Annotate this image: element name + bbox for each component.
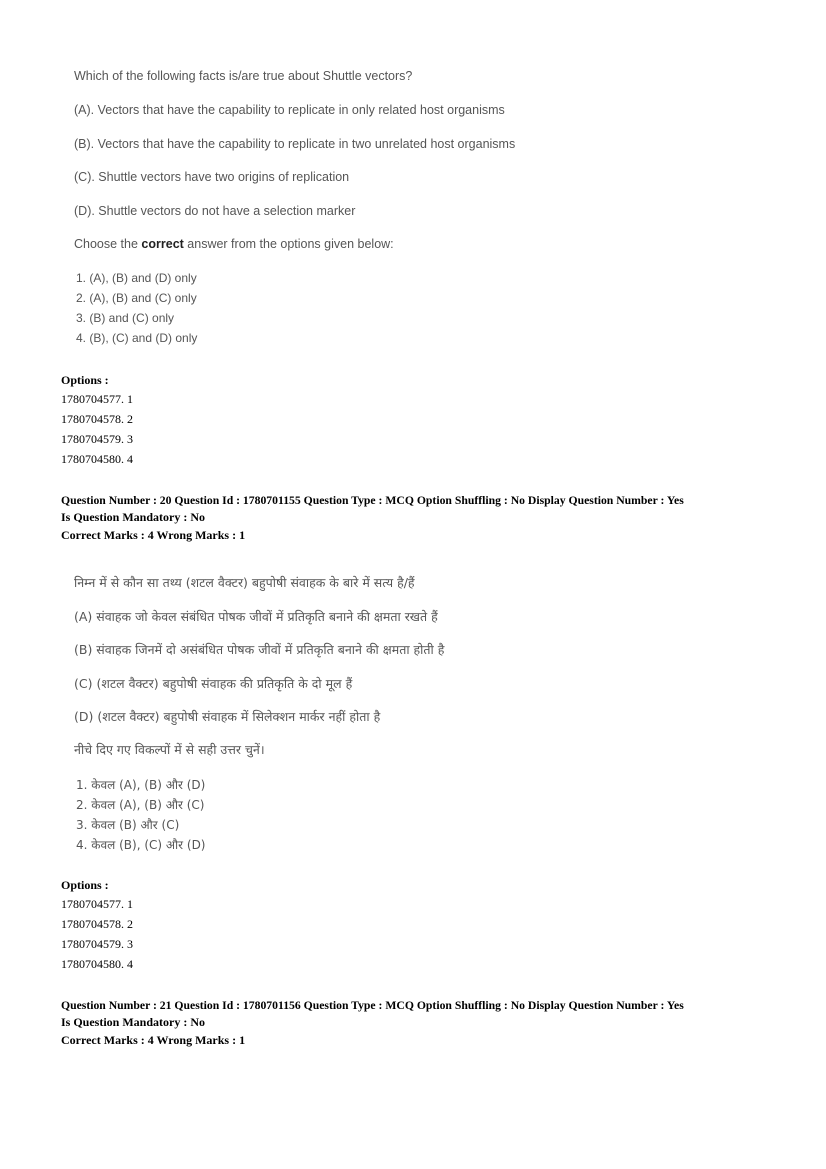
q19-statement-b: (B). Vectors that have the capability to replicate in two unrelated host organisms xyxy=(74,137,516,151)
q20-statement-a: (A) संवाहक जो केवल संबंधित पोषक जीवों में प्रतिकृति बनाने की क्षमता रखते हैं xyxy=(74,609,438,624)
q20-option-1: 1780704577. 1 xyxy=(61,897,133,911)
q19-option-3: 1780704579. 3 xyxy=(61,432,133,446)
q20-choice-1: 1. केवल (A), (B) और (D) xyxy=(76,778,206,792)
q20-choice-2: 2. केवल (A), (B) और (C) xyxy=(76,798,205,812)
q19-option-2: 1780704578. 2 xyxy=(61,412,133,426)
q19-statement-d: (D). Shuttle vectors do not have a selection marker xyxy=(74,204,356,218)
q19-choice-1: 1. (A), (B) and (D) only xyxy=(76,271,197,285)
q19-instruction: Choose the correct answer from the options given below: xyxy=(74,237,394,251)
q20-meta-line-1: Question Number : 20 Question Id : 1780701155 Question Type : MCQ Option Shuffling : No Display Question Number : Yes xyxy=(61,494,684,507)
q19-options-label: Options : xyxy=(61,373,109,387)
q20-stem: निम्न में से कौन सा तथ्य (शटल वैक्टर) बहुपोषी संवाहक के बारे में सत्य है/हैं xyxy=(74,575,415,590)
q20-option-3: 1780704579. 3 xyxy=(61,937,133,951)
q21-meta-line-3: Correct Marks : 4 Wrong Marks : 1 xyxy=(61,1033,246,1047)
q19-statement-c: (C). Shuttle vectors have two origins of replication xyxy=(74,170,350,184)
q20-instruction: नीचे दिए गए विकल्पों में से सही उत्तर चुनें। xyxy=(74,742,265,757)
q20-choice-3: 3. केवल (B) और (C) xyxy=(76,818,180,832)
q20-statement-b: (B) संवाहक जिनमें दो असंबंधित पोषक जीवों में प्रतिकृति बनाने की क्षमता होती है xyxy=(74,642,445,657)
q19-choice-2: 2. (A), (B) and (C) only xyxy=(76,291,197,305)
q19-statement-a: (A). Vectors that have the capability to replicate in only related host organisms xyxy=(74,103,505,117)
q20-option-2: 1780704578. 2 xyxy=(61,917,133,931)
q20-meta-line-3: Correct Marks : 4 Wrong Marks : 1 xyxy=(61,528,246,542)
q21-meta-line-2: Is Question Mandatory : No xyxy=(61,1015,206,1029)
q20-statement-c: (C) (शटल वैक्टर) बहुपोषी संवाहक की प्रतिकृति के दो मूल हैं xyxy=(74,676,353,691)
q20-option-4: 1780704580. 4 xyxy=(61,957,133,971)
q19-option-4: 1780704580. 4 xyxy=(61,452,133,466)
q19-option-1: 1780704577. 1 xyxy=(61,392,133,406)
q20-meta-line-2: Is Question Mandatory : No xyxy=(61,510,206,524)
q19-choice-4: 4. (B), (C) and (D) only xyxy=(76,331,198,345)
q20-choice-4: 4. केवल (B), (C) और (D) xyxy=(76,838,206,852)
q20-options-label: Options : xyxy=(61,878,109,892)
q19-stem: Which of the following facts is/are true about Shuttle vectors? xyxy=(74,69,413,83)
q19-choice-3: 3. (B) and (C) only xyxy=(76,311,175,325)
q20-statement-d: (D) (शटल वैक्टर) बहुपोषी संवाहक में सिलेक्शन मार्कर नहीं होता है xyxy=(74,709,381,724)
q21-meta-line-1: Question Number : 21 Question Id : 1780701156 Question Type : MCQ Option Shuffling : No Display Question Number : Yes xyxy=(61,999,684,1012)
